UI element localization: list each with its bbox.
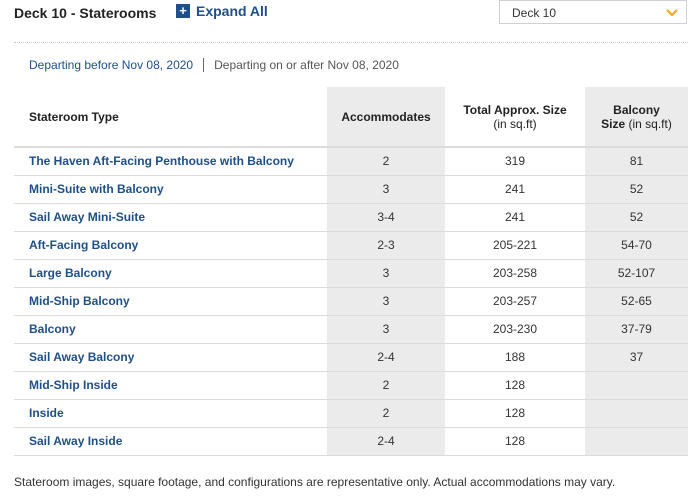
stateroom-link[interactable]: Sail Away Balcony (29, 350, 135, 364)
cell-stateroom-type (14, 399, 327, 427)
cell-stateroom-type (14, 315, 327, 343)
cell-balcony-size: 52 (585, 203, 688, 231)
cell-total-size: 128 (445, 371, 585, 399)
staterooms-table (14, 87, 688, 456)
departure-tabs (29, 58, 399, 72)
table-row (14, 175, 688, 203)
cell-accommodates: 3 (327, 287, 445, 315)
tab-departing-before[interactable]: Departing before Nov 08, 2020 (29, 58, 194, 72)
stateroom-link[interactable]: Inside (29, 406, 64, 420)
cell-stateroom-type (14, 343, 327, 371)
table-row (14, 371, 688, 399)
deck-select-value: Deck 10 (512, 6, 557, 20)
cell-total-size: 241 (445, 175, 585, 203)
table-row (14, 315, 688, 343)
table-row (14, 203, 688, 231)
table-row (14, 427, 688, 455)
cell-stateroom-type (14, 147, 327, 175)
expand-all-button[interactable] (176, 3, 268, 19)
cell-stateroom-type (14, 175, 327, 203)
stateroom-link[interactable]: Sail Away Mini-Suite (29, 210, 146, 224)
stateroom-link[interactable]: Aft-Facing Balcony (29, 238, 139, 252)
header-stateroom-type: Stateroom Type (29, 109, 119, 124)
table-row (14, 147, 688, 175)
header-balcony-size-word: Size (601, 116, 626, 131)
plus-icon: + (176, 4, 190, 18)
stateroom-link[interactable]: Balcony (29, 322, 76, 336)
header-accommodates: Accommodates (327, 87, 445, 147)
cell-accommodates: 3 (327, 259, 445, 287)
cell-balcony-size: 37-79 (585, 315, 688, 343)
header (0, 0, 692, 42)
cell-total-size: 241 (445, 203, 585, 231)
table-row (14, 231, 688, 259)
tab-departing-after[interactable]: Departing on or after Nov 08, 2020 (214, 58, 399, 72)
header-balcony-line1: Balcony (613, 102, 660, 117)
page-title: Deck 10 - Staterooms (14, 5, 157, 21)
divider (14, 42, 688, 43)
cell-balcony-size: 52-107 (585, 259, 688, 287)
cell-total-size: 128 (445, 427, 585, 455)
cell-total-size: 203-257 (445, 287, 585, 315)
stateroom-link[interactable]: The Haven Aft-Facing Penthouse with Balcony (29, 154, 294, 169)
table-row (14, 399, 688, 427)
cell-total-size: 128 (445, 399, 585, 427)
cell-accommodates: 2 (327, 147, 445, 175)
cell-stateroom-type (14, 427, 327, 455)
cell-balcony-size (585, 399, 688, 427)
cell-total-size: 188 (445, 343, 585, 371)
header-balcony-line2 (585, 117, 688, 131)
stateroom-link[interactable]: Sail Away Inside (29, 434, 123, 448)
table-row (14, 343, 688, 371)
header-balcony-size (585, 87, 688, 147)
cell-accommodates: 2-3 (327, 231, 445, 259)
cell-total-size: 319 (445, 147, 585, 175)
cell-accommodates: 3 (327, 315, 445, 343)
cell-accommodates: 2 (327, 399, 445, 427)
stateroom-link[interactable]: Large Balcony (29, 266, 112, 280)
cell-balcony-size: 81 (585, 147, 688, 175)
cell-balcony-size (585, 371, 688, 399)
footnote: Stateroom images, square footage, and configurations are representative only. Actual accommodations may vary. (14, 475, 616, 489)
cell-accommodates: 2 (327, 371, 445, 399)
header-total-size-line2: (in sq.ft) (493, 116, 537, 131)
cell-total-size: 203-258 (445, 259, 585, 287)
cell-balcony-size: 37 (585, 343, 688, 371)
header-total-size-line1: Total Approx. Size (463, 102, 567, 117)
cell-accommodates: 2-4 (327, 427, 445, 455)
stateroom-link[interactable]: Mini-Suite with Balcony (29, 182, 164, 196)
tab-separator (203, 58, 204, 72)
cell-stateroom-type (14, 259, 327, 287)
stateroom-link[interactable]: Mid-Ship Balcony (29, 294, 130, 308)
cell-total-size: 203-230 (445, 315, 585, 343)
cell-accommodates: 2-4 (327, 343, 445, 371)
expand-all-label: Expand All (196, 3, 268, 19)
table-row (14, 287, 688, 315)
header-total-size (445, 87, 585, 147)
cell-stateroom-type (14, 203, 327, 231)
cell-balcony-size: 52 (585, 175, 688, 203)
cell-balcony-size: 52-65 (585, 287, 688, 315)
cell-balcony-size: 54-70 (585, 231, 688, 259)
header-balcony-unit: (in sq.ft) (628, 116, 672, 131)
cell-accommodates: 3 (327, 175, 445, 203)
table-row (14, 259, 688, 287)
cell-stateroom-type (14, 231, 327, 259)
deck-select[interactable] (499, 0, 687, 24)
cell-stateroom-type (14, 287, 327, 315)
cell-total-size: 205-221 (445, 231, 585, 259)
stateroom-link[interactable]: Mid-Ship Inside (29, 378, 118, 392)
cell-balcony-size (585, 427, 688, 455)
table-header-row (14, 87, 688, 147)
cell-accommodates: 3-4 (327, 203, 445, 231)
cell-stateroom-type (14, 371, 327, 399)
chevron-down-icon (664, 4, 680, 20)
